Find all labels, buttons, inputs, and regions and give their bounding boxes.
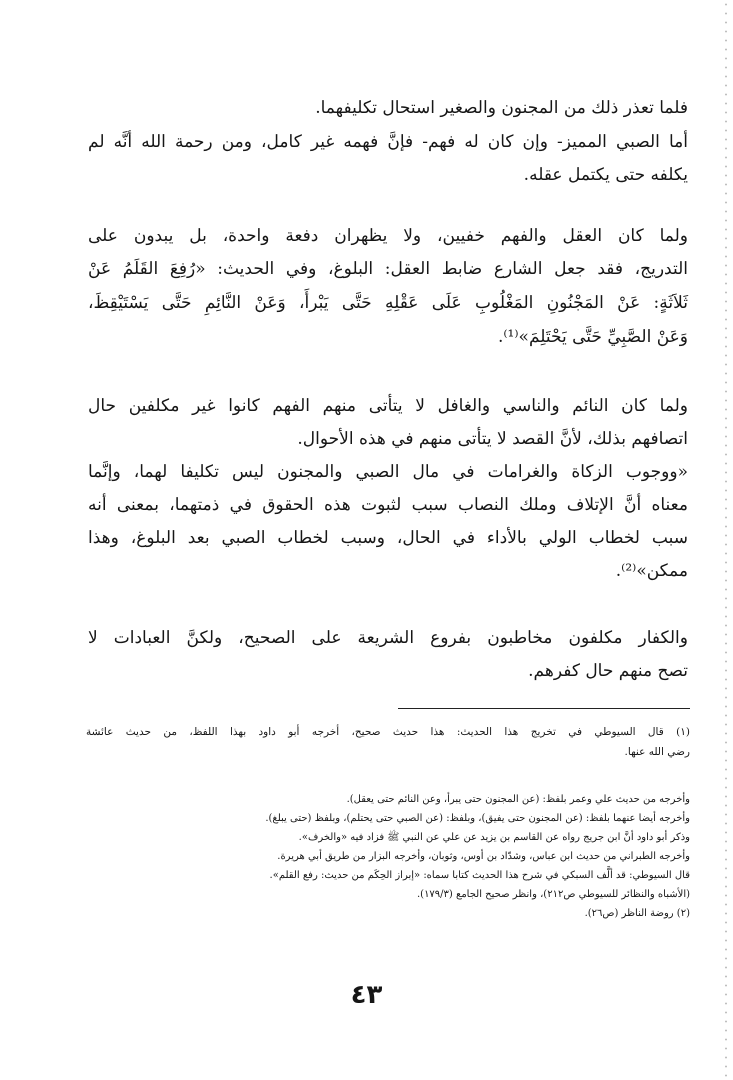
hadith-line: ثَلاَثَةٍ: عَنْ المَجْنُونِ المَغْلُوبِ عَلَى عَقْلِهِ حَتَّى يَبْرأَ، وَعَنْ النَّائِمِ حَتَّى يَسْتَيْقِظَ، (88, 293, 688, 313)
footnote-2: (٢) روضة الناظر (ص٢٦). (584, 908, 690, 919)
text-line: تصح منهم حال كفرهم. (528, 661, 688, 681)
footnote-line: وذكر أبو داود أنَّ ابن جريج رواه عن القاسم بن يزيد عن علي عن النبي ﷺ فزاد فيه «والخرف». (298, 832, 690, 843)
text-line: التدريج، فقد جعل الشارع ضابط العقل: البلوغ، وفي الحديث: «رُفِعَ القَلَمُ عَنْ (88, 259, 688, 279)
footnote-line: وأخرجه من حديث علي وعمر بلفظ: (عن المجنون حتى يبرأ، وعن النائم حتى يعقل). (346, 794, 690, 805)
paragraph-2 (88, 126, 688, 192)
text-line: ولما كان العقل والفهم خفيين، ولا يظهران دفعة واحدة، بل يبدون على (88, 226, 688, 246)
footnote-line: (١) قال السيوطي في تخريج هذا الحديث: هذا حديث صحيح، أخرجه أبو داود بهذا اللفظ، من حديث عائشة (86, 726, 690, 738)
page-number: ٤٣ (350, 980, 383, 1010)
paragraph-3 (88, 220, 688, 354)
text-line: أما الصبي المميز- وإن كان له فهم- فإنَّ فهمه غير كامل، ومن رحمة الله أنَّه لم (88, 132, 688, 152)
paragraph-5-quote (88, 456, 688, 588)
footnote-1-continued (86, 790, 690, 923)
paragraph-4 (88, 390, 688, 456)
text-line: يكلفه حتى يكتمل عقله. (523, 165, 688, 185)
footnote-separator (398, 708, 690, 709)
footnote-line: رضي الله عنها. (624, 746, 690, 758)
hadith-line: وَعَنْ الصَّبِيِّ حَتَّى يَحْتَلِمَ»⁽¹⁾. (497, 327, 688, 347)
footnote-line: وأخرجه الطبراني من حديث ابن عباس، وشدّاد بن أوس، وثوبان، وأخرجه البزار من طريق أبي هريرة. (277, 851, 690, 862)
footnote-line: وأخرجه أيضا عنهما بلفظ: (عن المجنون حتى يفيق)، وبلفظ: (عن الصبي حتى يحتلم)، وبلفظ (حتى يبلغ). (265, 813, 690, 824)
text-line: معناه أنَّ الإتلاف وملك النصاب سبب لثبوت هذه الحقوق في ذمتهما، بمعنى أنه (88, 495, 688, 515)
text-line: «ووجوب الزكاة والغرامات في مال الصبي والمجنون ليس تكليفا لهما، وإنَّما (88, 462, 688, 482)
paragraph-6 (88, 622, 688, 688)
paragraph-1 (88, 92, 688, 125)
text-line: فلما تعذر ذلك من المجنون والصغير استحال تكليفهما. (315, 98, 688, 118)
text-line: ولما كان النائم والناسي والغافل لا يتأتى منهم الفهم كانوا غير مكلفين حال (88, 396, 688, 416)
footnote-line: (الأشباه والنظائر للسيوطي ص٢١٢)، وانظر صحيح الجامع (١٧٩/٣). (416, 889, 690, 900)
text-line: ممكن»⁽²⁾. (615, 561, 688, 581)
text-line: اتصافهم بذلك، لأنَّ القصد لا يتأتى منهم في هذه الأحوال. (297, 429, 688, 449)
footnote-1 (86, 722, 690, 762)
text-line: والكفار مكلفون مخاطبون بفروع الشريعة على الصحيح، ولكنَّ العبادات لا (88, 628, 688, 648)
text-line: سبب لخطاب الولي بالأداء في الحال، وسبب لخطاب الصبي بعد البلوغ، وهذا (88, 528, 688, 548)
footnote-line: قال السيوطي: قد ألَّف السبكي في شرح هذا الحديث كتابا سماه: «إبراز الحِكَم من حديث: رفع القلم». (269, 870, 690, 881)
